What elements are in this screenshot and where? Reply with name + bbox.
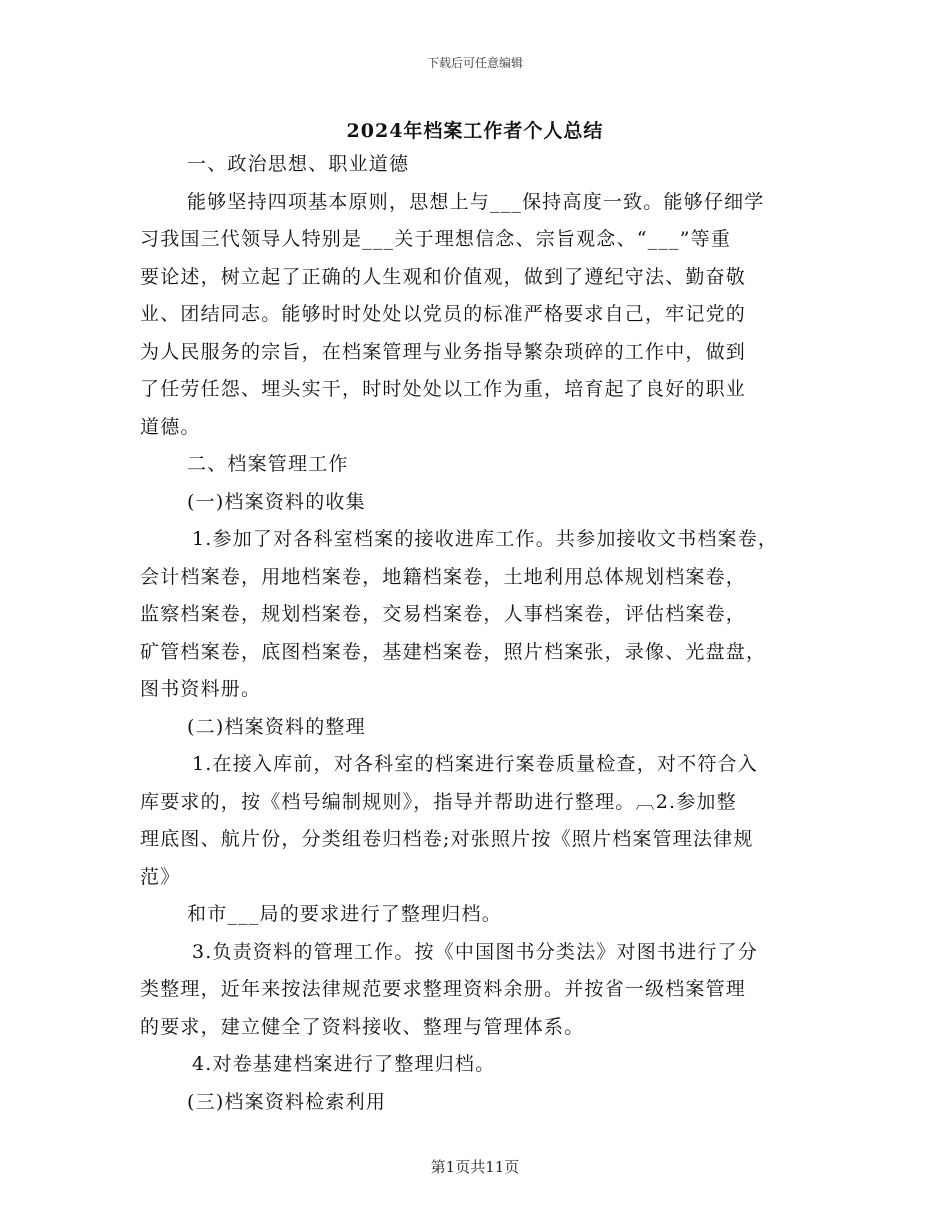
paragraph-line: 图书资料册。 [140,678,262,700]
subsection-heading: (一)档案资料的收集 [187,490,366,513]
paragraph-line: 和市___局的要求进行了整理归档。 [187,903,502,925]
paragraph-line: 业、团结同志。能够时时处处以党员的标准严格要求自己，牢记党的 [140,303,747,325]
subsection-heading: (三)档案资料检索利用 [187,1090,387,1113]
paragraph-line: 监察档案卷，规划档案卷，交易档案卷，人事档案卷，评估档案卷， [140,603,747,625]
paragraph-line: 库要求的，按《档号编制规则》，指导并帮助进行整理。︹2.参加整 [140,790,737,813]
paragraph-line: 了任劳任怨、埋头实干，时时处处以工作为重，培育起了良好的职业 [140,378,747,400]
subsection-heading: (二)档案资料的整理 [187,715,366,738]
paragraph-line: 能够坚持四项基本原则，思想上与___保持高度一致。能够仔细学 [187,190,765,213]
paragraph-line: 要论述，树立起了正确的人生观和价值观，做到了遵纪守法、勤奋敬 [140,265,747,288]
paragraph-line: 1.在接入库前，对各科室的档案进行案卷质量检查，对不符合入 [192,753,758,775]
paragraph-line: 3.负责资料的管理工作。按《中国图书分类法》对图书进行了分 [192,940,758,963]
paragraph-line: 的要求，建立健全了资料接收、整理与管理体系。 [140,1015,585,1038]
paragraph-line: 矿管档案卷，底图档案卷，基建档案卷，照片档案张，录像、光盘盘， [140,640,767,663]
paragraph-line: 类整理，近年来按法律规范要求整理资料余册。并按省一级档案管理 [140,978,747,1000]
document-body [140,146,812,1121]
paragraph-line: 会计档案卷，用地档案卷，地籍档案卷，土地利用总体规划档案卷， [140,565,747,588]
paragraph-line: 1.参加了对各科室档案的接收进库工作。共参加接收文书档案卷， [192,528,779,550]
section-heading-1: 一、政治思想、职业道德 [187,153,410,175]
document-title: 2024年档案工作者个人总结 [346,120,604,142]
paragraph-line: 理底图、航片份，分类组卷归档卷;对张照片按《照片档案管理法律规 [140,828,754,850]
paragraph-line: 习我国三代领导人特别是___关于理想信念、宗旨观念、“___”等重 [140,228,732,250]
paragraph-line: 道德。 [140,415,201,438]
paragraph-line: 为人民服务的宗旨，在档案管理与业务指导繁杂琐碎的工作中，做到 [140,340,747,363]
paragraph-line: 4.对卷基建档案进行了整理归档。 [192,1053,496,1075]
page-footer: 第1页共11页 [430,1158,520,1176]
section-heading-2: 二、档案管理工作 [187,453,349,475]
paragraph-line: 范》 [140,865,181,888]
page-header: 下载后可任意编辑 [426,56,523,70]
